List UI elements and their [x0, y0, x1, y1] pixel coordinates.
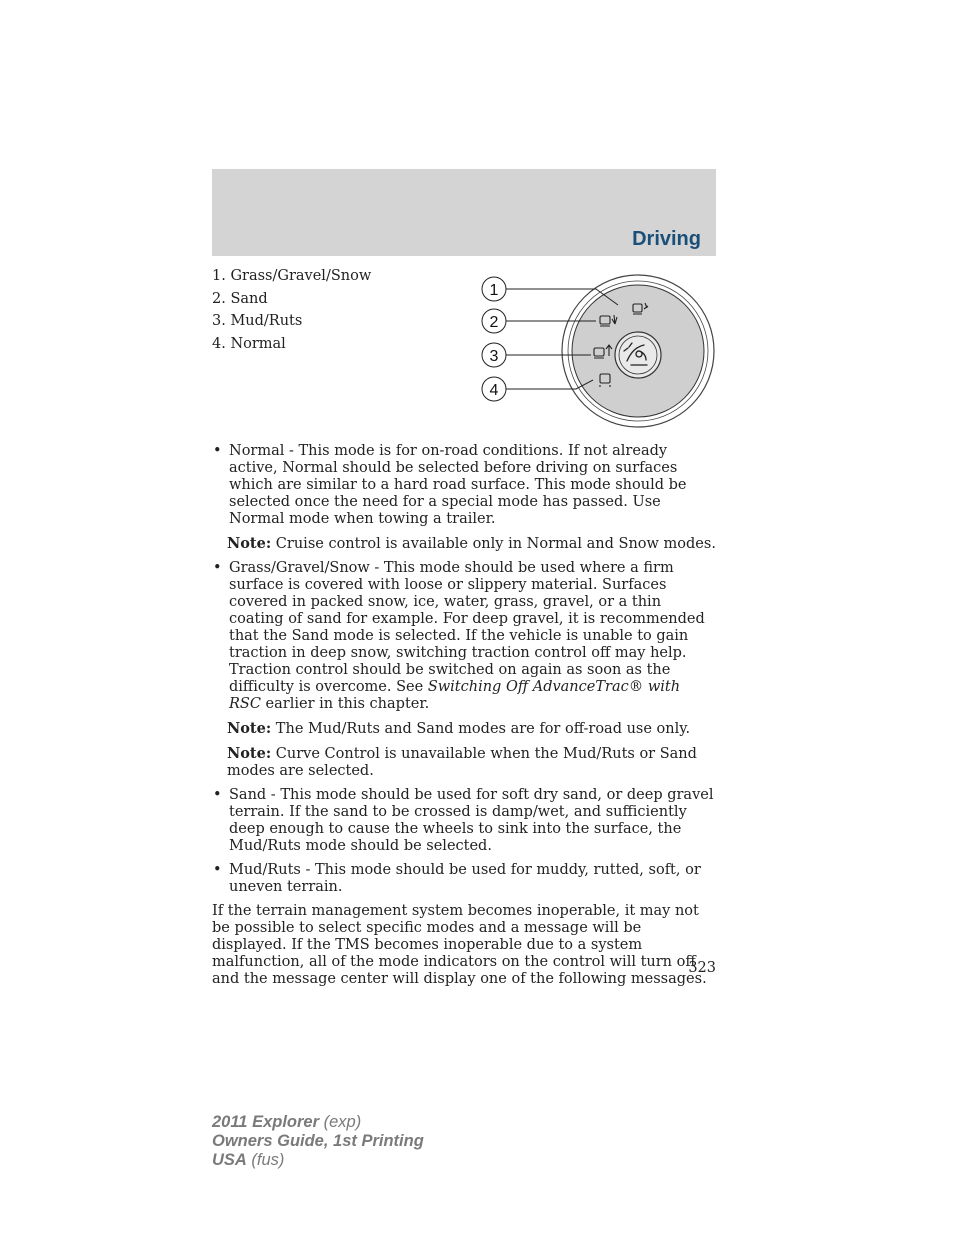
closing-paragraph: If the terrain management system becomes inoperable, it may not be possible to select specific modes and a message will be displayed. If the TMS becomes inoperable due to a system malfunction, all of the mode indicators on the control will turn off and the message center will display one of the following messages. — [212, 903, 707, 987]
note-curve-control — [227, 745, 716, 780]
footer-market: USA — [212, 1151, 247, 1169]
note-text: Curve Control is unavailable when the Mud/Ruts or Sand modes are selected. — [227, 746, 697, 779]
note-text: The Mud/Ruts and Sand modes are for off-road use only. — [271, 721, 691, 737]
callout-2 — [482, 309, 506, 333]
grass-gravel-snow-bullet — [212, 560, 716, 713]
section-title: Driving — [632, 228, 701, 250]
footer-market-code: (fus) — [246, 1151, 285, 1169]
mode-list-item: 3. Mud/Ruts — [212, 313, 303, 329]
note-text: Cruise control is available only in Normal and Snow modes. — [271, 536, 716, 552]
footer-model: 2011 Explorer — [212, 1113, 320, 1131]
note-label: Note: — [227, 535, 272, 552]
page-number: 323 — [688, 960, 716, 976]
bullet-text: earlier in this chapter. — [260, 696, 430, 712]
callout-number: 1 — [489, 282, 499, 299]
note-label: Note: — [227, 745, 272, 762]
footer-line-market — [212, 1151, 424, 1170]
callout-1 — [482, 277, 506, 301]
terrain-control-knob-diagram — [476, 268, 720, 432]
note-label: Note: — [227, 720, 272, 737]
mode-list-item: 1. Grass/Gravel/Snow — [212, 268, 372, 284]
note-offroad — [227, 720, 716, 738]
body-text — [212, 443, 716, 988]
callout-4 — [482, 377, 506, 401]
normal-mode-bullet: • Normal - This mode is for on-road conditions. If not already active, Normal should be selected before driving on surfaces which are similar to a hard road surface. This mode should be selected once the need for a special mode has passed. Use Normal mode when towing a trailer. — [212, 443, 716, 528]
callout-number: 2 — [489, 314, 499, 331]
cross-reference: Switching Off AdvanceTrac® with RSC — [229, 679, 681, 712]
section-header-band — [212, 169, 716, 256]
mode-list-item: 2. Sand — [212, 290, 268, 307]
footer-line-edition — [212, 1132, 424, 1151]
footer-line-model — [212, 1113, 424, 1132]
footer-edition: Owners Guide, 1st Printing — [212, 1132, 424, 1150]
mode-list-item: 4. Normal — [212, 335, 286, 352]
callout-number: 3 — [489, 348, 499, 365]
footer-model-code: (exp) — [319, 1113, 362, 1131]
callout-3 — [482, 343, 506, 367]
note-cruise-control — [227, 535, 716, 553]
mode-list — [212, 268, 371, 358]
document-footer — [212, 1113, 424, 1170]
sand-mode-bullet: • Sand - This mode should be used for soft dry sand, or deep gravel terrain. If the sand to be crossed is damp/wet, and sufficiently deep enough to cause the wheels to sink into the surface, the Mud/Ruts mode should be selected. — [212, 787, 716, 855]
mud-ruts-bullet: • Mud/Ruts - This mode should be used for muddy, rutted, soft, or uneven terrain. — [212, 862, 716, 896]
bullet-text: Grass/Gravel/Snow - This mode should be used where a firm surface is covered with loose or slippery material. Surfaces covered in packed snow, ice, water, grass, gravel, or a thin coating of sand for example. For deep gravel, it is recommended that the Sand mode is selected. If the vehicle is unable to gain traction in deep snow, switching traction control off may help. Traction control should be switched on again as soon as the difficulty is overcome. See — [229, 560, 705, 695]
callout-number: 4 — [489, 382, 499, 399]
